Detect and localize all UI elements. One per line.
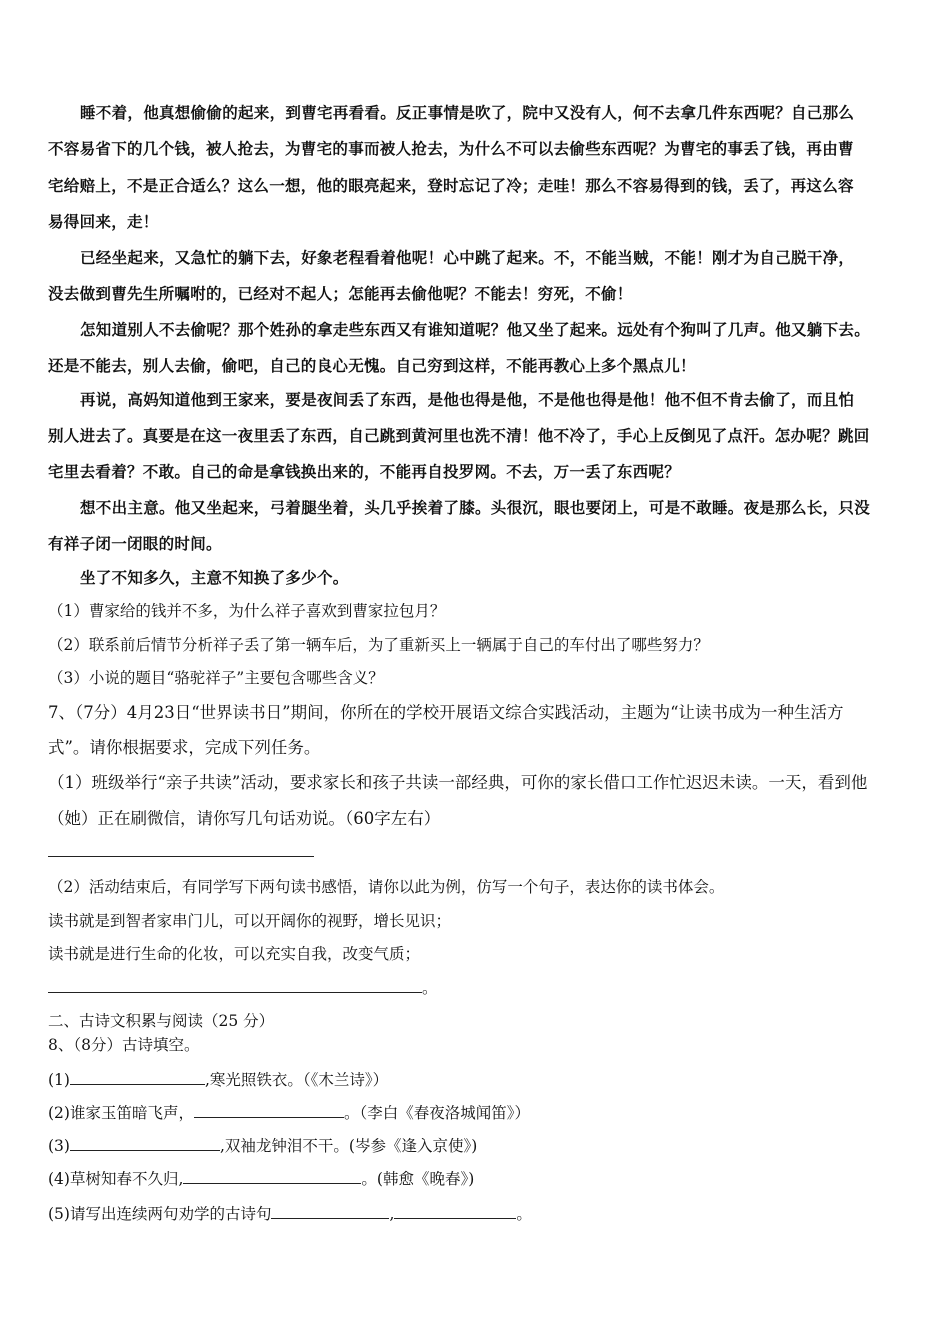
blank-q8-5b[interactable]	[394, 1202, 516, 1219]
passage-p4-line3: 宅里去看着？不敢。自己的命是拿钱换出来的，不能再自投罗网。不去，万一丢了东西呢？	[48, 462, 681, 481]
passage-p1-line4: 易得回来，走！	[48, 212, 159, 231]
passage-p3-line1: 怎知道别人不去偷呢？那个姓孙的拿走些东西又有谁知道呢？他又坐了起来。远处有个狗叫了几声。他又躺下去。	[80, 320, 871, 339]
answer-line-q7-2[interactable]	[48, 976, 422, 993]
q8-item1: (1) ,寒光照铁衣。（《木兰诗》）	[48, 1068, 908, 1091]
q7-example2: 读书就是进行生命的化妆，可以充实自我，改变气质；	[48, 945, 421, 963]
blank-q8-4[interactable]	[183, 1167, 361, 1184]
q8-item3: (3) ,双袖龙钟泪不干。(岑参《逢入京使》)	[48, 1134, 908, 1157]
q7-stem-line2: 式”。请你根据要求，完成下列任务。	[48, 738, 321, 757]
q6-sub3: （3）小说的题目“骆驼祥子”主要包含哪些含义？	[48, 669, 384, 687]
q7-answer-row	[48, 976, 908, 999]
blank-q8-3[interactable]	[70, 1134, 220, 1151]
passage-p3-line2: 还是不能去，别人去偷，偷吧，自己的良心无愧。自己穷到这样，不能再教心上多个黑点儿！	[48, 356, 696, 375]
q7-sub1-line2: （她）正在刷微信，请你写几句话劝说。（60字左右）	[48, 809, 441, 828]
section-two-heading: 二、古诗文积累与阅读（25 分）	[48, 1012, 275, 1030]
q6-sub2: （2）联系前后情节分析祥子丢了第一辆车后，为了重新买上一辆属于自己的车付出了哪些努力？	[48, 636, 709, 654]
q8-item4: (4)草树知春不久归, 。(韩愈《晚春》)	[48, 1167, 908, 1190]
passage-p5-line1: 想不出主意。他又坐起来，弓着腿坐着，头几乎挨着了膝。头很沉，眼也要闭上，可是不敢睡。夜是那么长，只没	[80, 498, 871, 517]
answer-line-q7-1[interactable]	[48, 856, 314, 857]
blank-q8-5a[interactable]	[271, 1202, 389, 1219]
passage-p2-line1: 已经坐起来，又急忙的躺下去，好象老程看着他呢！心中跳了起来。不，不能当贼，不能！刚才为自己脱干净，	[80, 248, 855, 267]
blank-q8-1[interactable]	[70, 1068, 205, 1085]
passage-p5-line2: 有祥子闭一闭眼的时间。	[48, 534, 222, 553]
passage-p1-line3: 宅给赔上，不是正合适么？这么一想，他的眼亮起来，登时忘记了冷；走哇！那么不容易得到的钱，丢了，再这么容	[48, 176, 854, 195]
blank-q8-2[interactable]	[194, 1101, 344, 1118]
q7-stem-line1: 7、（7分）4月23日“世界读书日”期间，你所在的学校开展语文综合实践活动，主题为“让读书成为一种生活方	[48, 703, 844, 722]
passage-p4-line2: 别人进去了。真要是在这一夜里丢了东西，自己跳到黄河里也洗不清！他不冷了，手心上反倒见了点汗。怎办呢？跳回	[48, 426, 870, 445]
q6-sub1: （1）曹家给的钱并不多，为什么祥子喜欢到曹家拉包月？	[48, 602, 446, 620]
passage-p4-line1: 再说，高妈知道他到王家来，要是夜间丢了东西，是他也得是他，不是他也得是他！他不但不肯去偷了，而且怕	[80, 390, 855, 409]
passage-p1-line2: 不容易省下的几个钱，被人抢去，为曹宅的事而被人抢去，为什么不可以去偷些东西呢？为曹宅的事丢了钱，再由曹	[48, 139, 854, 158]
passage-p6-line1: 坐了不知多久，主意不知换了多少个。	[80, 568, 349, 587]
full-stop: 。	[422, 979, 438, 997]
q7-sub1-line1: （1）班级举行“亲子共读”活动，要求家长和孩子共读一部经典，可你的家长借口工作忙迟迟未读。一天，看到他	[48, 773, 868, 792]
q8-item2: (2)谁家玉笛暗飞声， 。（李白《春夜洛城闻笛》）	[48, 1101, 908, 1124]
passage-p1-line1: 睡不着，他真想偷偷的起来，到曹宅再看看。反正事情是吹了，院中又没有人，何不去拿几件东西呢？自己那么	[80, 103, 855, 122]
q8-stem: 8、（8分）古诗填空。	[48, 1036, 200, 1054]
q7-sub2: （2）活动结束后，有同学写下两句读书感悟，请你以此为例，仿写一个句子，表达你的读书体会。	[48, 878, 725, 896]
passage-p2-line2: 没去做到曹先生所嘱咐的，已经对不起人；怎能再去偷他呢？不能去！穷死，不偷！	[48, 284, 633, 303]
q8-item5: (5)请写出连续两句劝学的古诗句 , 。	[48, 1202, 908, 1225]
q7-example1: 读书就是到智者家串门儿，可以开阔你的视野，增长见识；	[48, 912, 452, 930]
